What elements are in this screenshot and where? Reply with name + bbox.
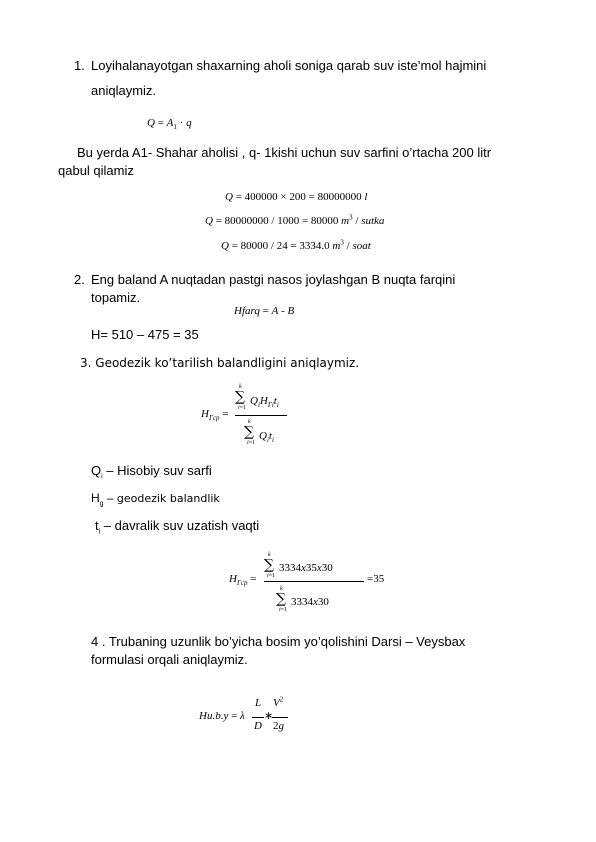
list-number-1: 1. (74, 58, 85, 73)
paragraph-line1: Bu yerda A1- Shahar aholisi , q- 1kishi uchun suv sarfini o’rtacha 200 litr (77, 145, 492, 160)
item-3-heading: 3. Geodezik ko’tarilish balandligini aniqlaymiz. (80, 356, 360, 370)
list-number-2: 2. (74, 272, 85, 287)
def-t: $t_i$ – davralik suv uzatish vaqti (95, 518, 260, 536)
item-4-text-line1: 4 . Trubaning uzunlik bo’yicha bosim yo’qolishini Darsi – Veysbax (91, 634, 466, 649)
formula-q: $Q = A_1 \cdot q$ (147, 117, 192, 132)
item-1-text-line2: aniqlaymiz. (91, 83, 157, 98)
calc-line1: Q = 400000 × 200 = 80000000 l (225, 191, 368, 203)
paragraph-line2: qabul qilamiz (58, 163, 134, 178)
formula-hfarq: Hfarq = A - B (234, 305, 295, 317)
item-2-text-line2: topamiz. (91, 290, 141, 305)
item-4-text-line2: formulasi orqali aniqlaymiz. (91, 652, 248, 667)
item-2-text-line1: Eng baland A nuqtadan pastgi nasos joylashgan B nuqta farqini (91, 272, 456, 287)
item-2-result: H= 510 – 475 = 35 (91, 327, 199, 342)
def-h: $H_g$ – geodezik balandlik (91, 491, 220, 508)
calc-line2: Q = 80000000 / 1000 = 80000 $m^3$ / sutka (205, 213, 385, 227)
item-1-text-line1: Loyihalanayotgan shaxarning aholi soniga qarab suv iste’mol hajmini (91, 58, 487, 73)
def-q: $Q_i$ – Hisobiy suv sarfi (91, 463, 212, 481)
calc-line3: Q = 80000 / 24 = 3334.0 $m^3$ / soat (221, 238, 371, 252)
